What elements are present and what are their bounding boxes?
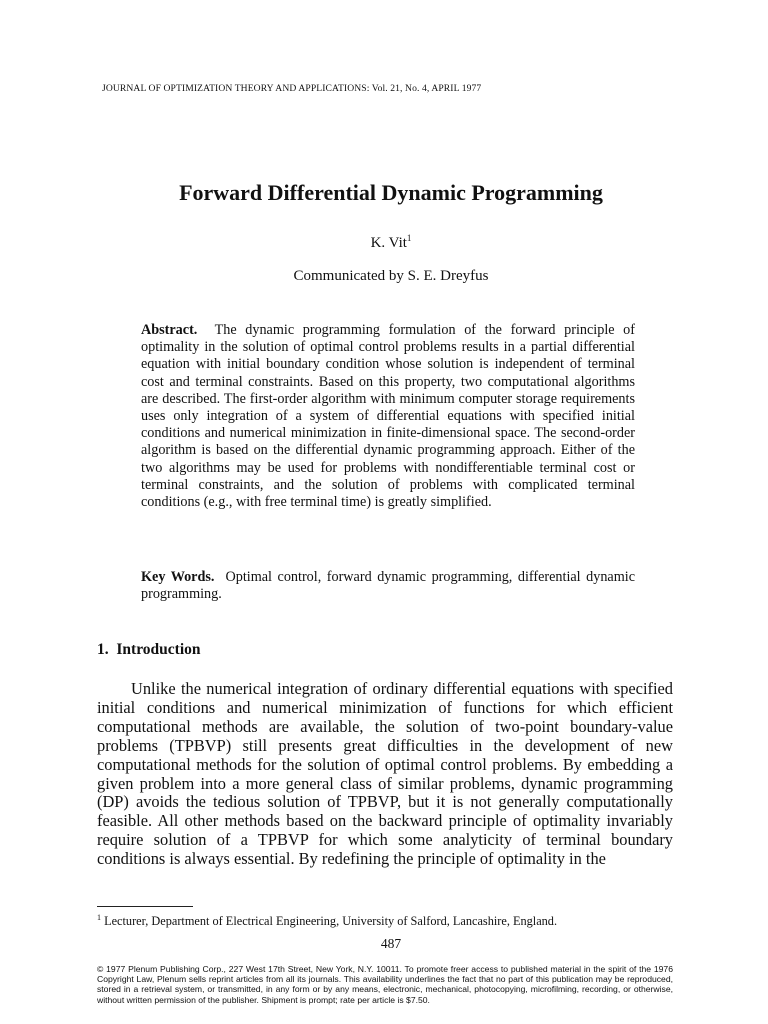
communicated-by: Communicated by S. E. Dreyfus bbox=[293, 268, 489, 284]
section-number: 1. bbox=[97, 641, 109, 658]
author-footnote-mark: 1 bbox=[406, 233, 412, 243]
page-number: 487 bbox=[380, 936, 402, 951]
author-line bbox=[0, 233, 768, 252]
copyright-notice: © 1977 Plenum Publishing Corp., 227 West 17th Street, New York, N.Y. 10011. To promote freer access to published material in the spirit of the 1976 Copyright Law, Plenum sells reprint articles from all its journals. This availability underlines the fact that no part of this publication may be reproduced, stored in a retrieval system, or transmitted, in any form or by any means, electronic, mechanical, photocopying, microfilming, recording, or otherwise, without written permission of the publisher. Shipment is prompt; rate per article is $7.50. bbox=[97, 964, 673, 1005]
key-words-label: Key Words. bbox=[141, 569, 215, 585]
footnote bbox=[97, 913, 697, 929]
paper-title: Forward Differential Dynamic Programming bbox=[179, 180, 603, 205]
abstract-label: Abstract. bbox=[141, 322, 198, 338]
author-name: K. Vit bbox=[370, 235, 407, 251]
abstract bbox=[141, 322, 635, 511]
key-words bbox=[141, 569, 635, 603]
section-heading bbox=[97, 641, 201, 659]
key-words-text: Optimal control, forward dynamic programming, differential dynamic programming. bbox=[141, 569, 635, 603]
footnote-text: Lecturer, Department of Electrical Engineering, University of Salford, Lancashire, England. bbox=[104, 914, 558, 929]
section-title: Introduction bbox=[116, 641, 201, 658]
footnote-divider bbox=[97, 906, 193, 907]
footnote-mark: 1 bbox=[97, 913, 101, 922]
intro-paragraph: Unlike the numerical integration of ordinary differential equations with specified initial conditions and numerical minimization of functions for which efficient computational methods are available, the solution of two-point boundary-value problems (TPBVP) still presents great difficulties in the development of new computational methods for the solution of optimal control problems. By embedding a given problem into a more general class of similar problems, dynamic programming (DP) avoids the tedious solution of TPBVP, but it is not generally computationally feasible. All other methods based on the backward principle of optimality invariably require solution of a TPBVP for which some analyticity of terminal boundary conditions is always essential. By redefining the principle of optimality in the bbox=[97, 679, 673, 869]
journal-header: JOURNAL OF OPTIMIZATION THEORY AND APPLICATIONS: Vol. 21, No. 4, APRIL 1977 bbox=[102, 83, 482, 94]
abstract-text: The dynamic programming formulation of the forward principle of optimality in the solution of optimal control problems results in a partial differential equation with initial boundary condition whose solution is independent of terminal cost and terminal constraints. Based on this property, two computational algorithms are described. The first-order algorithm with minimum computer storage requirements uses only integration of a system of differential equations with specified initial conditions and numerical minimization in finite-dimensional space. The second-order algorithm is based on the differential dynamic programming approach. Either of the two algorithms may be used for problems with nondifferentiable terminal cost or terminal constraints, and the solution of problems with complicated terminal conditions (e.g., with free terminal time) is greatly simplified. bbox=[141, 322, 635, 511]
